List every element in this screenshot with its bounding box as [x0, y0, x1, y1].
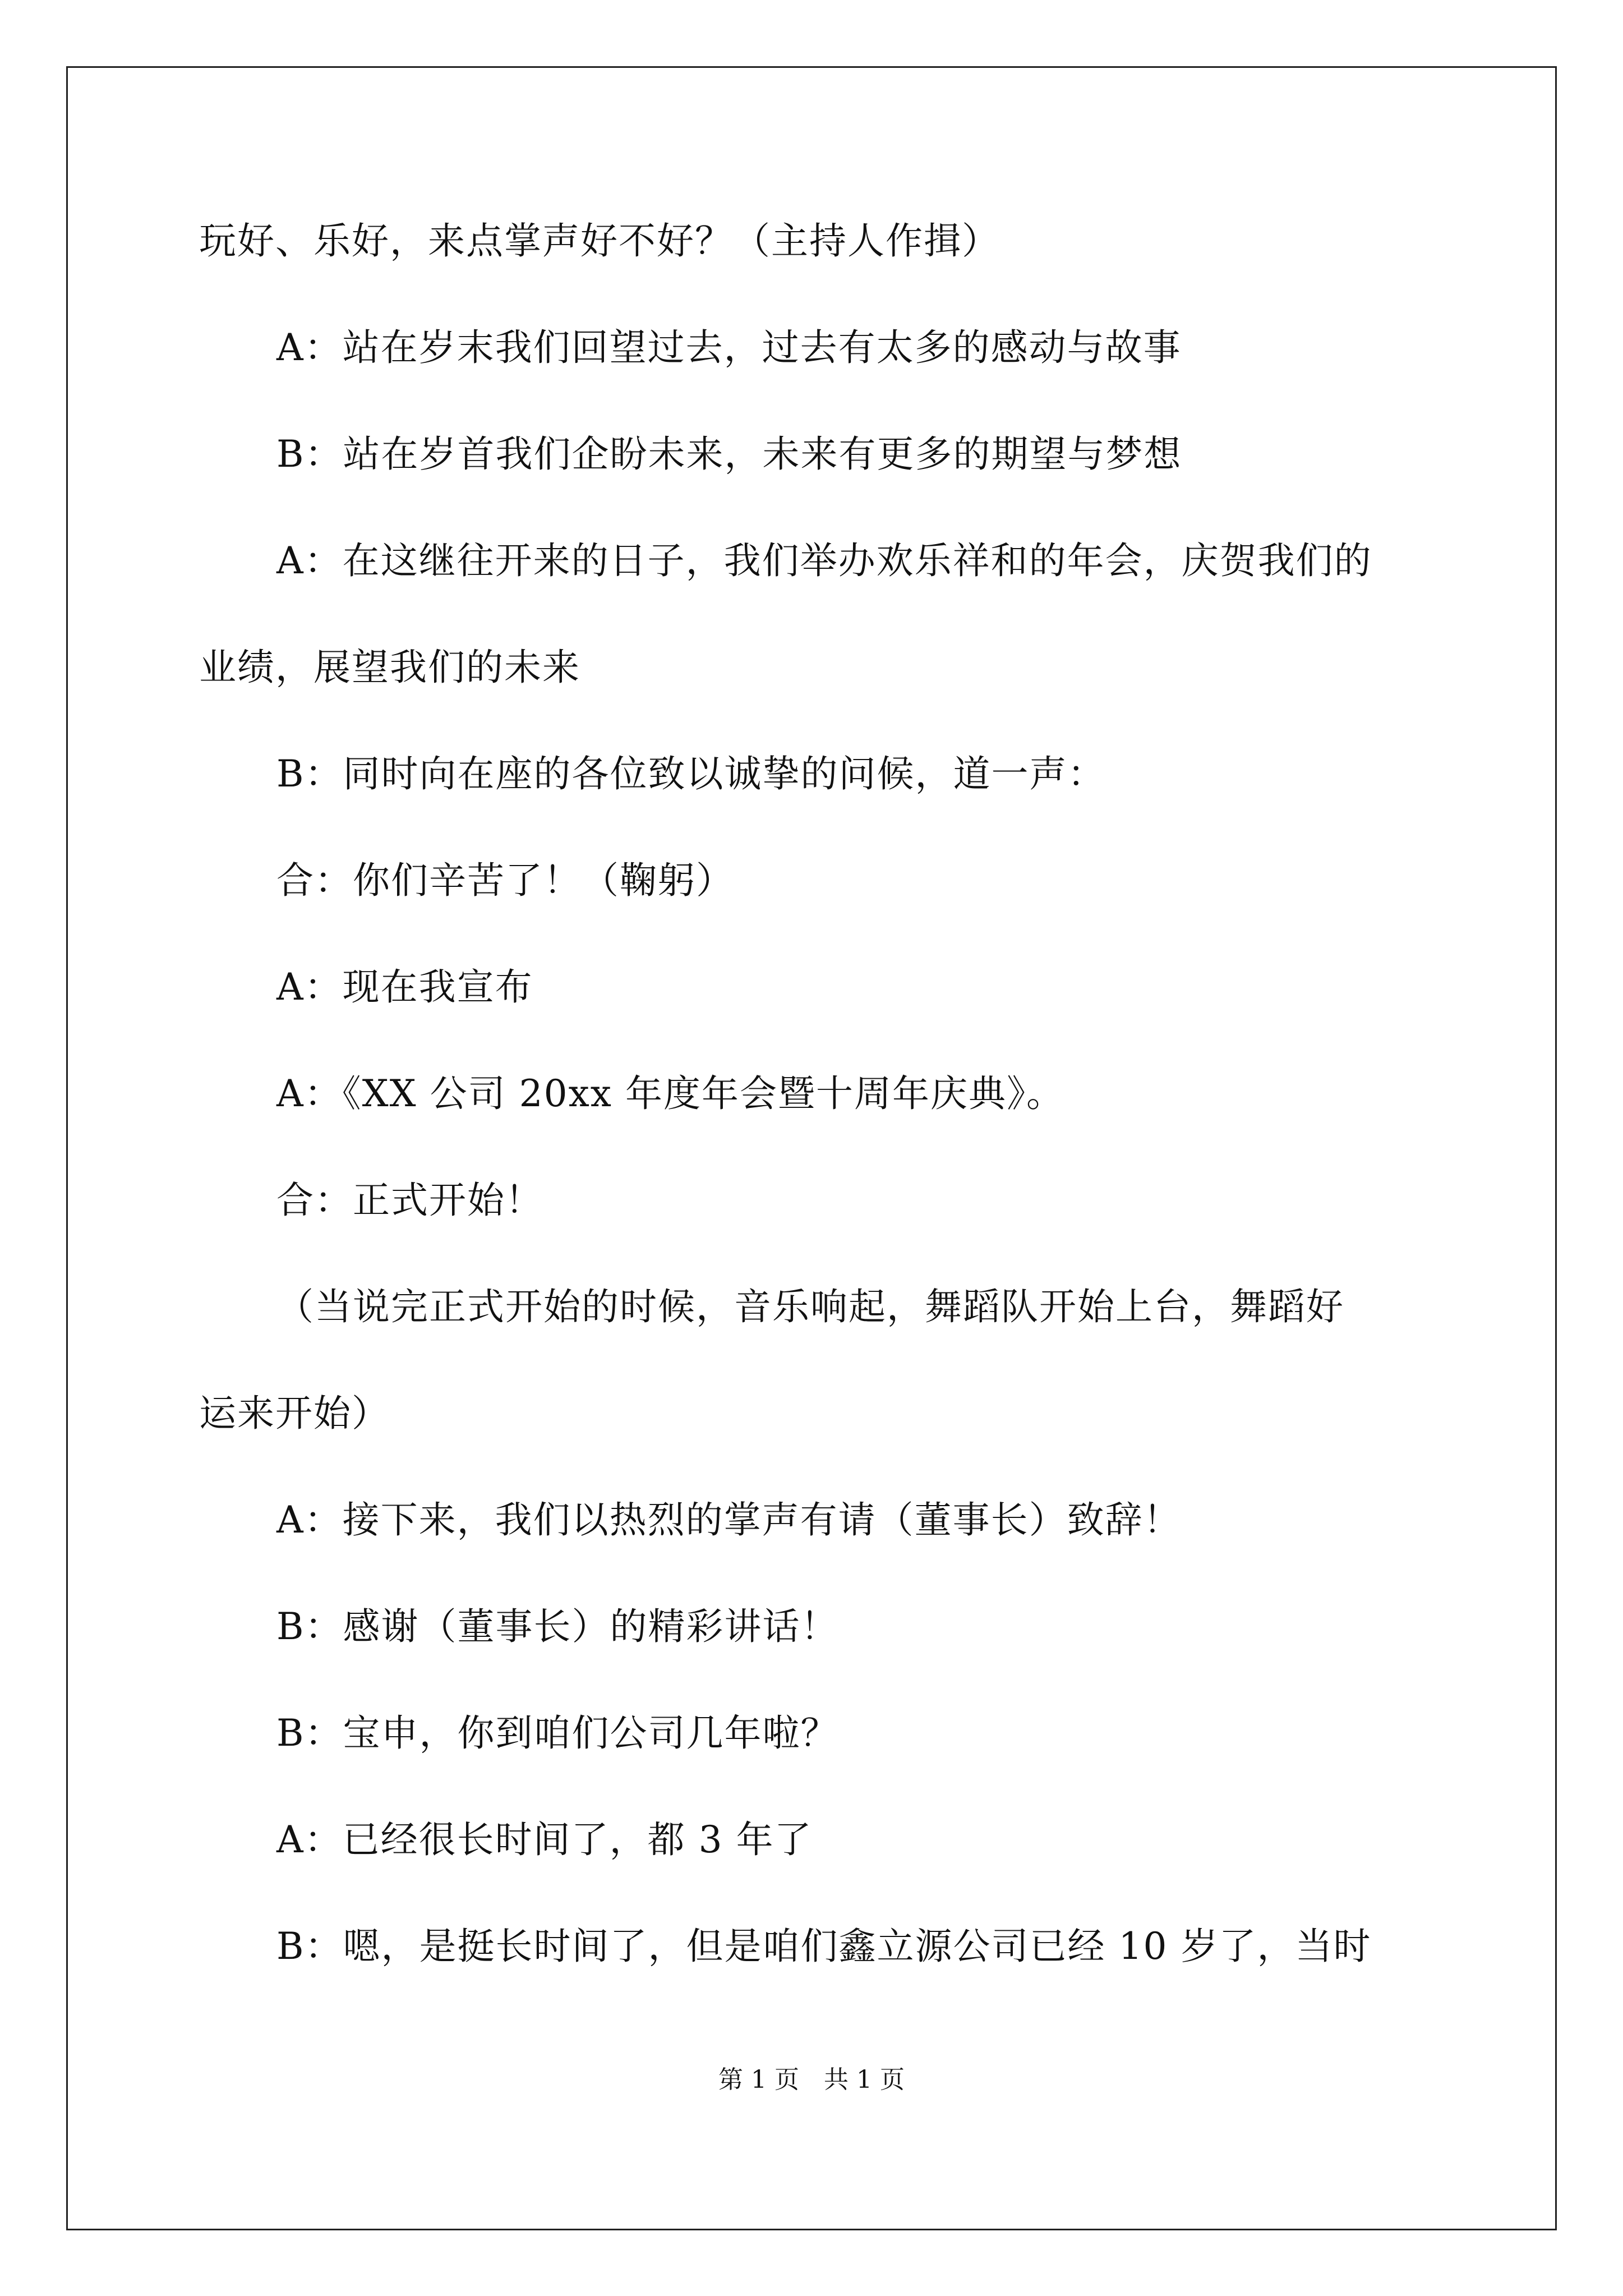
text-line: 业绩，展望我们的未来	[199, 646, 580, 689]
text-line: A：《XX 公司 20xx 年度年会暨十周年庆典》。	[276, 1072, 1064, 1115]
text-line: B：宝申，你到咱们公司几年啦？	[276, 1711, 839, 1755]
page-footer: 第 1 页 共 1 页	[718, 2065, 905, 2094]
text-line: B：感谢（董事长）的精彩讲话！	[276, 1605, 839, 1648]
text-line: A：接下来，我们以热烈的掌声有请（董事长）致辞！	[276, 1498, 1182, 1542]
text-line: 玩好、乐好，来点掌声好不好？（主持人作揖）	[199, 219, 1000, 263]
text-line: A：站在岁末我们回望过去，过去有太多的感动与故事	[276, 326, 1182, 369]
text-line: B：嗯，是挺长时间了，但是咱们鑫立源公司已经 10 岁了，当时	[276, 1925, 1372, 1968]
text-line: 运来开始）	[199, 1392, 390, 1435]
text-line: A：现在我宣布	[276, 965, 533, 1009]
text-line: 合：你们辛苦了！（鞠躬）	[276, 859, 734, 902]
text-line: （当说完正式开始的时候，音乐响起，舞蹈队开始上台，舞蹈好	[276, 1285, 1344, 1328]
text-line: B：同时向在座的各位致以诚挚的问候，道一声：	[276, 752, 1106, 795]
text-line: B：站在岁首我们企盼未来，未来有更多的期望与梦想	[276, 432, 1182, 476]
text-line: 合：正式开始！	[276, 1179, 543, 1222]
text-line: A：在这继往开来的日子，我们举办欢乐祥和的年会，庆贺我们的	[276, 539, 1372, 582]
page-border	[66, 66, 1557, 2230]
text-line: A：已经很长时间了，都 3 年了	[276, 1818, 813, 1861]
